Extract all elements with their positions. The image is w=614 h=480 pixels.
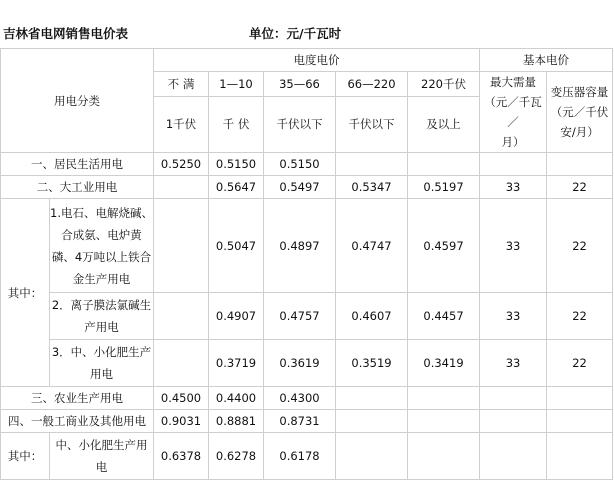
header-35-66: 35—66: [264, 72, 336, 97]
header-1-10: 1—10: [209, 72, 264, 97]
header-220-unit: 及以上: [408, 96, 480, 152]
unit-label: 单位：元/千瓦时: [249, 26, 342, 41]
cell-35-66: 0.6178: [264, 433, 336, 480]
cell-transformer: 22: [547, 293, 613, 340]
cell-1-10: 0.8881: [209, 410, 264, 433]
subgroup-label: 其中：: [1, 433, 50, 480]
cell-35-66: 0.5497: [264, 176, 336, 199]
table-row: [1, 293, 613, 340]
cell-35-66: 0.4300: [264, 387, 336, 410]
row-label: 四、一般工商业及其他用电: [1, 410, 154, 433]
header-66-220: 66—220: [336, 72, 408, 97]
header-transformer: 变压器容量 （元／千伏 安/月）: [547, 72, 613, 153]
row-label: 一、居民生活用电: [1, 153, 154, 176]
table-row: [1, 176, 613, 199]
page-title: 吉林省电网销售电价表: [3, 26, 129, 41]
cell-35-66: 0.4757: [264, 293, 336, 340]
table-row: [1, 387, 613, 410]
cell-transformer: 22: [547, 340, 613, 387]
cell-max-demand: 33: [480, 176, 547, 199]
cell-max-demand: 33: [480, 340, 547, 387]
cell-220: 0.4597: [408, 199, 480, 293]
table-row: [1, 433, 613, 480]
cell-transformer: 22: [547, 176, 613, 199]
cell-35-66: 0.5150: [264, 153, 336, 176]
cell-220: 0.5197: [408, 176, 480, 199]
cell-1-10: 0.5647: [209, 176, 264, 199]
row-label: 2．离子膜法氯碱生产用电: [50, 293, 154, 340]
cell-66-220: 0.4747: [336, 199, 408, 293]
row-label: 1.电石、电解烧碱、合成氨、电炉黄磷、4万吨以上铁合金生产用电: [50, 199, 154, 293]
cell-max-demand: 33: [480, 199, 547, 293]
table-row: [1, 340, 613, 387]
cell-lt1: 0.4500: [154, 387, 209, 410]
header-35-66-unit: 千伏以下: [264, 96, 336, 152]
cell-lt1: 0.5250: [154, 153, 209, 176]
header-basic-price: 基本电价: [480, 49, 613, 72]
cell-1-10: 0.4907: [209, 293, 264, 340]
cell-66-220: 0.4607: [336, 293, 408, 340]
cell-220: 0.4457: [408, 293, 480, 340]
cell-transformer: 22: [547, 199, 613, 293]
row-label: 二、大工业用电: [1, 176, 154, 199]
table-row: [1, 410, 613, 433]
cell-66-220: 0.5347: [336, 176, 408, 199]
cell-35-66: 0.3619: [264, 340, 336, 387]
cell-1-10: 0.4400: [209, 387, 264, 410]
header-max-demand: 最大需量 （元／千瓦／ 月）: [480, 72, 547, 153]
header-lt1-unit: 1千伏: [154, 96, 209, 152]
cell-1-10: 0.3719: [209, 340, 264, 387]
row-label: 3．中、小化肥生产用电: [50, 340, 154, 387]
cell-1-10: 0.5150: [209, 153, 264, 176]
row-label: 中、小化肥生产用电: [50, 433, 154, 480]
cell-1-10: 0.5047: [209, 199, 264, 293]
cell-1-10: 0.6278: [209, 433, 264, 480]
table-row: [1, 199, 613, 293]
header-energy-price: 电度电价: [154, 49, 480, 72]
header-category: 用电分类: [1, 49, 154, 153]
header-row: [1, 49, 613, 72]
cell-220: 0.3419: [408, 340, 480, 387]
row-label: 三、农业生产用电: [1, 387, 154, 410]
price-table: [0, 48, 613, 480]
cell-max-demand: 33: [480, 293, 547, 340]
header-66-220-unit: 千伏以下: [336, 96, 408, 152]
subgroup-label: 其中：: [1, 199, 50, 387]
cell-66-220: 0.3519: [336, 340, 408, 387]
cell-lt1: 0.6378: [154, 433, 209, 480]
cell-lt1: 0.9031: [154, 410, 209, 433]
header-lt1: 不 满: [154, 72, 209, 97]
table-row: [1, 153, 613, 176]
header-1-10-unit: 千 伏: [209, 96, 264, 152]
cell-35-66: 0.8731: [264, 410, 336, 433]
header-220: 220千伏: [408, 72, 480, 97]
cell-35-66: 0.4897: [264, 199, 336, 293]
